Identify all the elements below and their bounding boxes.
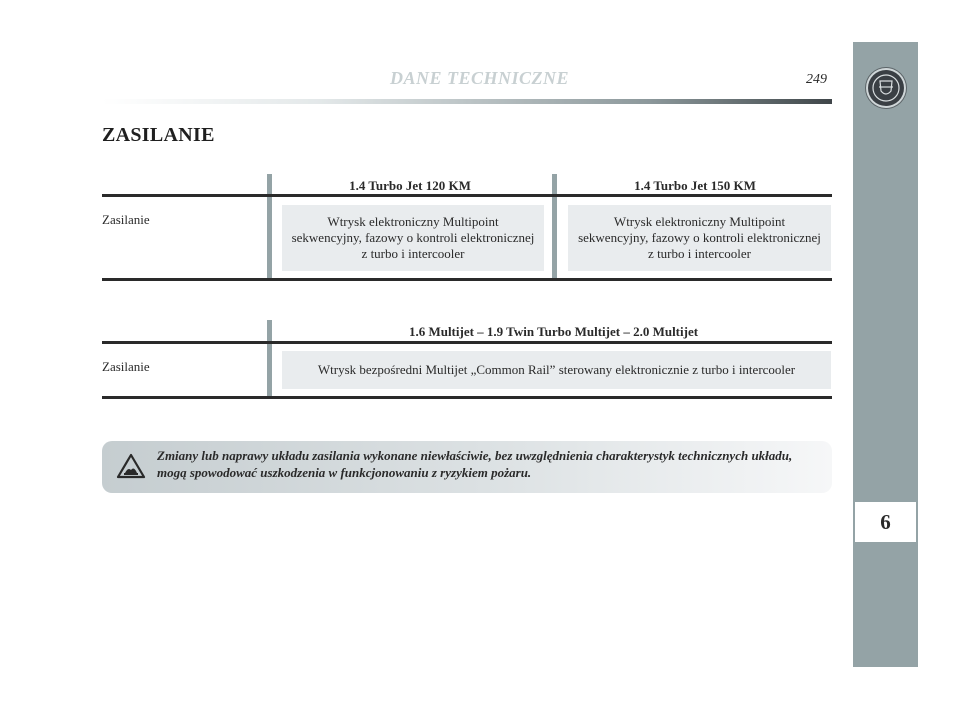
warning-triangle-icon <box>116 453 146 484</box>
table2-top-rule <box>102 341 832 344</box>
table1-divider-left <box>267 174 272 279</box>
chapter-sidebar <box>853 42 918 667</box>
table2-cell: Wtrysk bezpośredni Multijet „Common Rail” sterowany elektronicznie z turbo i intercooler <box>282 351 831 389</box>
table1-cell-line: sekwencyjny, fazowy o kontroli elektronicznej <box>291 230 535 245</box>
section-title: ZASILANIE <box>102 124 215 146</box>
table1-cell-line: z turbo i intercooler <box>361 246 465 261</box>
warning-text: Zmiany lub naprawy układu zasilania wykonane niewłaściwie, bez uwzględnienia charakterystyk technicznych układu, mogą spowodować uszkodzenia w funkcjonowaniu z ryzykiem pożaru. <box>157 448 793 480</box>
table1-divider-middle <box>552 174 557 279</box>
running-title: DANE TECHNICZNE <box>390 68 570 88</box>
table2-column-header: 1.6 Multijet – 1.9 Twin Turbo Multijet – 2.0 Multijet <box>408 324 699 339</box>
warning-box <box>102 441 832 493</box>
table2-divider-left <box>267 320 272 397</box>
table2-bottom-rule <box>102 396 832 399</box>
table2-row-label: Zasilanie <box>102 359 150 374</box>
table1-top-rule <box>102 194 832 197</box>
table1-cell <box>568 205 831 271</box>
table1-cell-line: z turbo i intercooler <box>648 246 751 261</box>
table1-cell-line: Wtrysk elektroniczny Multipoint <box>613 214 786 229</box>
table1-row-label: Zasilanie <box>102 212 150 227</box>
table1-cell-line: Wtrysk elektroniczny Multipoint <box>327 214 499 229</box>
table1-column-header: 1.4 Turbo Jet 120 KM <box>349 178 471 193</box>
table1-column-header: 1.4 Turbo Jet 150 KM <box>634 178 756 193</box>
header-rule <box>102 99 832 104</box>
lancia-logo-icon <box>868 70 904 106</box>
page-number: 249 <box>806 72 827 87</box>
chapter-number[interactable]: 6 <box>855 502 916 542</box>
table1-cell-line: sekwencyjny, fazowy o kontroli elektronicznej <box>578 230 821 245</box>
table1-bottom-rule <box>102 278 832 281</box>
table1-cell <box>282 205 544 271</box>
